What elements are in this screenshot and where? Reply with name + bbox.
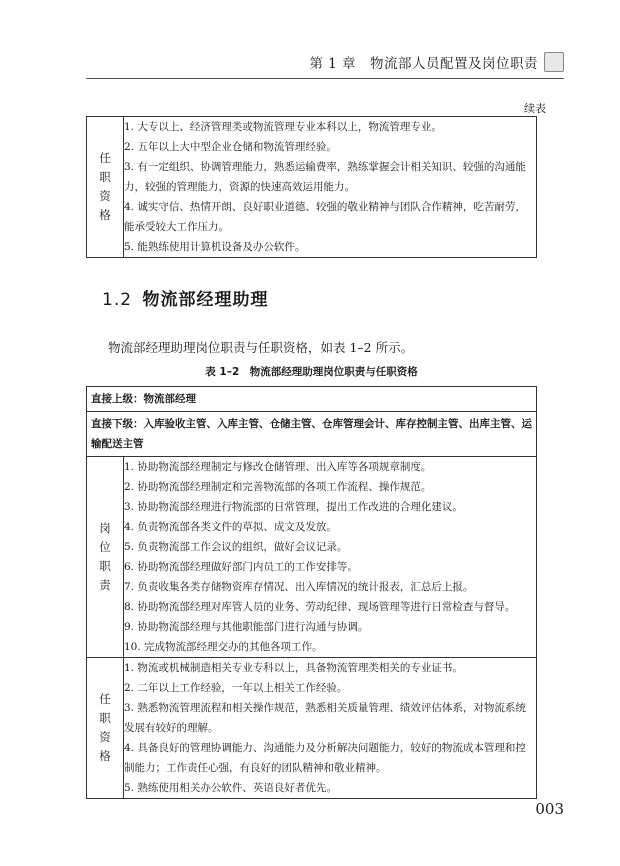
list-item: 1. 协助物流部经理制定与修改仓储管理、出入库等各项规章制度。	[124, 461, 432, 473]
list-item: 4. 负责物流部各类文件的草拟、成文及发放。	[124, 521, 337, 533]
duties-items	[124, 457, 537, 658]
list-item: 3. 协助物流部经理进行物流部的日常管理，提出工作改进的合理化建议。	[124, 501, 463, 513]
qualification-side-label: 任 职 资 格	[87, 117, 124, 258]
list-item: 9. 协助物流部经理与其他职能部门进行沟通与协调。	[124, 621, 369, 633]
list-item: 4. 诚实守信、热情开朗、良好职业道德、较强的敬业精神与团队合作精神，吃苦耐劳，能承受较大工作压力。	[124, 201, 526, 233]
list-item: 2. 五年以上大中型企业仓储和物流管理经验。	[124, 141, 337, 153]
corner-box-icon	[544, 52, 564, 72]
chapter-number: 第 1 章	[309, 56, 356, 72]
list-item: 3. 熟悉物流管理流程和相关操作规范，熟悉相关质量管理、绩效评估体系，对物流系统发展有较好的理解。	[124, 702, 526, 734]
section-title: 物流部经理助理	[142, 290, 269, 310]
table-caption: 表 1–2 物流部经理助理岗位职责与任职资格	[205, 366, 418, 378]
list-item: 1. 大专以上、经济管理类或物流管理专业本科以上，物流管理专业。	[124, 121, 442, 133]
assistant-duties-table	[86, 386, 537, 799]
qualification-items	[124, 117, 537, 258]
list-item: 5. 熟练使用相关办公软件、英语良好者优先。	[124, 782, 337, 794]
list-item: 6. 协助物流部经理做好部门内员工的工作安排等。	[124, 561, 358, 573]
section-heading	[102, 285, 268, 310]
list-item: 10. 完成物流部经理交办的其他各项工作。	[124, 641, 323, 653]
list-item: 2. 协助物流部经理制定和完善物流部的各项工作流程、操作规范。	[124, 481, 432, 493]
direct-superior: 直接上级：物流部经理	[87, 387, 537, 412]
continued-label: 续表	[524, 102, 546, 115]
list-item: 1. 物流或机械制造相关专业专科以上，具备物流管理类相关的专业证书。	[124, 662, 463, 674]
running-header	[309, 52, 564, 72]
direct-subordinates: 直接下级：入库验收主管、入库主管、仓储主管、仓库管理会计、库存控制主管、出库主管、运输配送主管	[87, 412, 537, 457]
list-item: 8. 协助物流部经理对库管人员的业务、劳动纪律、现场管理等进行日常检查与督导。	[124, 601, 516, 613]
list-item: 7. 负责收集各类存储物资库存情况、出入库情况的统计报表，汇总后上报。	[124, 581, 474, 593]
quals-items	[124, 658, 537, 799]
header-rule	[86, 78, 564, 79]
list-item: 2. 二年以上工作经验，一年以上相关工作经验。	[124, 682, 348, 694]
intro-paragraph: 物流部经理助理岗位职责与任职资格，如表 1–2 所示。	[108, 340, 414, 355]
qualification-table-continued	[86, 116, 537, 258]
list-item: 5. 能熟练使用计算机设备及办公软件。	[124, 241, 306, 253]
list-item: 3. 有一定组织、协调管理能力，熟悉运输费率，熟练掌握会计相关知识、较强的沟通能力，较强的管理能力，资源的快速高效运用能力。	[124, 161, 526, 193]
page-number: 003	[535, 800, 564, 818]
section-number: 1.2	[102, 290, 133, 310]
duties-side-label: 岗 位 职 责	[87, 457, 124, 658]
chapter-title: 物流部人员配置及岗位职责	[370, 56, 538, 72]
quals-side-label: 任 职 资 格	[87, 658, 124, 799]
list-item: 4. 具备良好的管理协调能力、沟通能力及分析解决问题能力，较好的物流成本管理和控制能力；工作责任心强，有良好的团队精神和敬业精神。	[124, 742, 526, 774]
list-item: 5. 负责物流部工作会议的组织，做好会议记录。	[124, 541, 348, 553]
